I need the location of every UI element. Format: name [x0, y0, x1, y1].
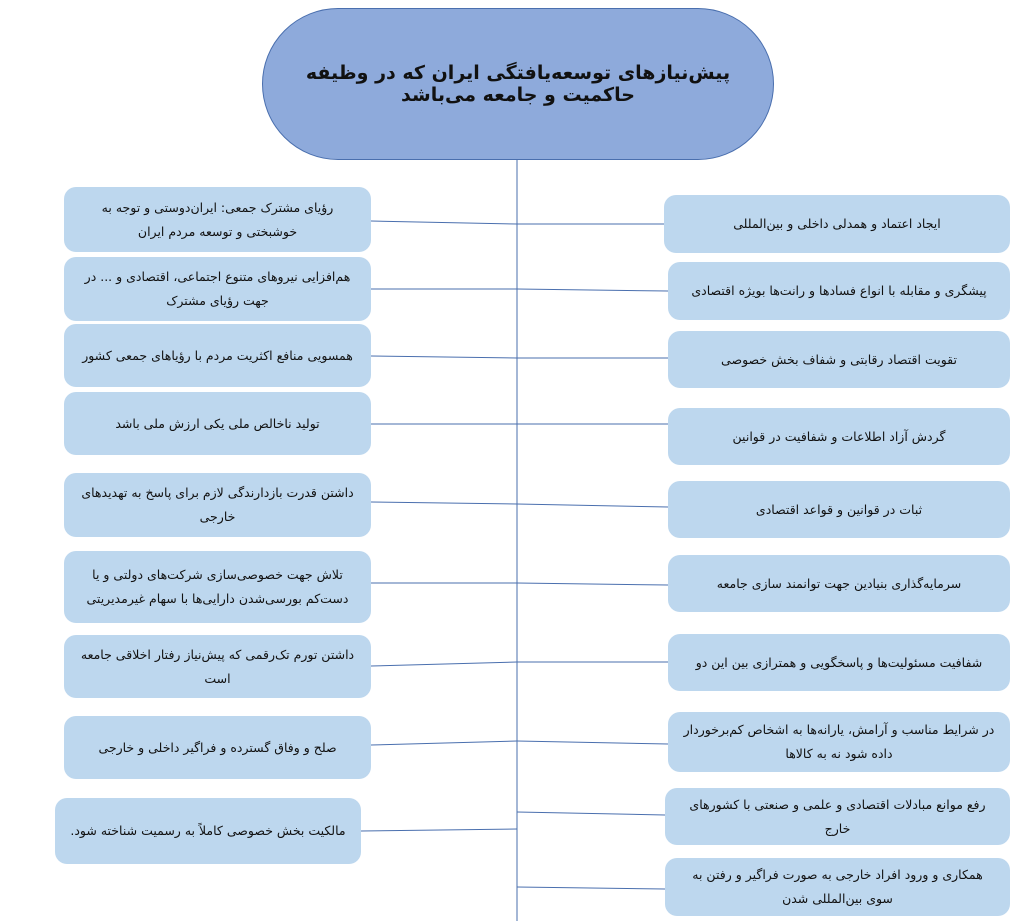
left-branch-line	[371, 741, 517, 745]
left-branch-line	[371, 356, 517, 358]
right-branch-line	[517, 504, 668, 507]
right-branch-line	[517, 741, 668, 744]
right-branch-line	[517, 289, 668, 291]
right-node-3: تقویت اقتصاد رقابتی و شفاف بخش خصوصی	[668, 331, 1010, 388]
right-branch-line	[517, 583, 668, 585]
left-branch-line	[371, 502, 517, 504]
right-node-2: پیشگری و مقابله با انواع فسادها و رانت‌ها بویژه اقتصادی	[668, 262, 1010, 320]
root-node-title: پیش‌نیازهای توسعه‌یافتگی ایران که در وظیفه حاکمیت و جامعه می‌باشد	[262, 8, 774, 160]
left-node-1: رؤیای مشترک جمعی: ایران‌دوستی و توجه به خوشبختی و توسعه مردم ایران	[64, 187, 371, 252]
left-branch-line	[371, 662, 517, 666]
left-node-6: تلاش جهت خصوصی‌سازی شرکت‌های دولتی و یا دست‌کم بورسی‌شدن دارایی‌ها با سهام غیرمدیریتی	[64, 551, 371, 623]
left-node-3: همسویی منافع اکثریت مردم با رؤیاهای جمعی کشور	[64, 324, 371, 387]
left-branch-line	[361, 829, 517, 831]
left-branch-line	[371, 221, 517, 224]
left-node-5: داشتن قدرت بازدارندگی لازم برای پاسخ به تهدیدهای خارجی	[64, 473, 371, 537]
left-node-7: داشتن تورم تک‌رقمی که پیش‌نیاز رفتار اخلاقی جامعه است	[64, 635, 371, 698]
right-branch-line	[517, 887, 665, 889]
right-node-4: گردش آزاد اطلاعات و شفافیت در قوانین	[668, 408, 1010, 465]
right-branch-line	[517, 812, 665, 815]
right-node-5: ثبات در قوانین و قواعد اقتصادی	[668, 481, 1010, 538]
left-node-9: مالکیت بخش خصوصی کاملاً به رسمیت شناخته شود.	[55, 798, 361, 864]
right-node-7: شفافیت مسئولیت‌ها و پاسخگویی و همترازی بین این دو	[668, 634, 1010, 691]
left-node-4: تولید ناخالص ملی یکی ارزش ملی باشد	[64, 392, 371, 455]
left-node-8: صلح و وفاق گسترده و فراگیر داخلی و خارجی	[64, 716, 371, 779]
right-node-10: همکاری و ورود افراد خارجی به صورت فراگیر و رفتن به سوی بین‌المللی شدن	[665, 858, 1010, 916]
right-node-1: ایجاد اعتماد و همدلی داخلی و بین‌المللی	[664, 195, 1010, 253]
right-node-9: رفع موانع مبادلات اقتصادی و علمی و صنعتی با کشورهای خارج	[665, 788, 1010, 845]
right-node-8: در شرایط مناسب و آرامش، یارانه‌ها به اشخاص کم‌برخوردار داده شود نه به کالاها	[668, 712, 1010, 772]
right-node-6: سرمایه‌گذاری بنیادین جهت توانمند سازی جامعه	[668, 555, 1010, 612]
left-node-2: هم‌افزایی نیروهای متنوع اجتماعی، اقتصادی و ... در جهت رؤیای مشترک	[64, 257, 371, 321]
